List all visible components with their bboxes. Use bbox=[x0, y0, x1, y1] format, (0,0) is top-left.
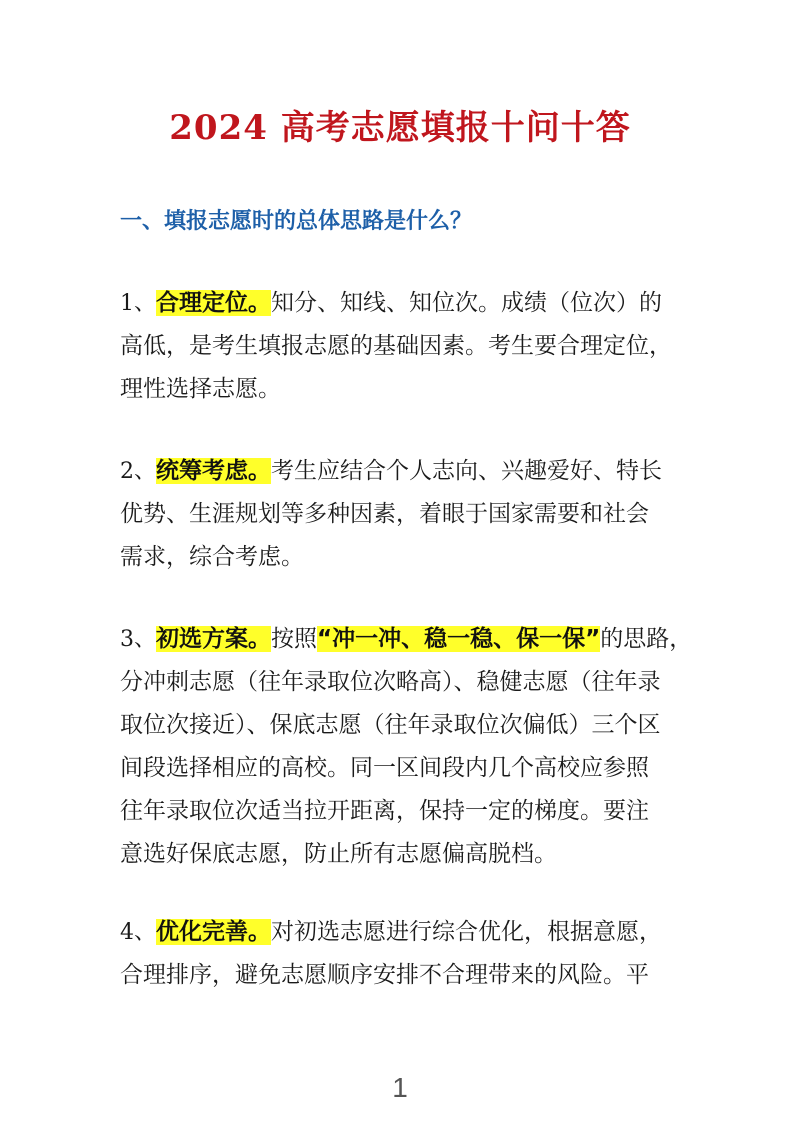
paragraph-text: 按照 bbox=[271, 626, 317, 652]
paragraph-3 bbox=[120, 618, 693, 876]
paragraph-2 bbox=[120, 450, 680, 579]
paragraph-line: 优势、生涯规划等多种因素，着眼于国家需要和社会 bbox=[120, 501, 649, 527]
paragraph-line: 理性选择志愿。 bbox=[120, 376, 281, 402]
item-number: 3、 bbox=[120, 627, 156, 652]
paragraph-line bbox=[120, 911, 680, 954]
highlighted-keyword: 初选方案。 bbox=[156, 626, 271, 652]
paragraph-line: 分冲刺志愿（往年录取位次略高）、稳健志愿（往年录 bbox=[120, 669, 661, 695]
paragraph-1 bbox=[120, 282, 680, 411]
paragraph-line bbox=[120, 282, 680, 325]
paragraph-line: 高低，是考生填报志愿的基础因素。考生要合理定位， bbox=[120, 333, 672, 359]
paragraph-text: 知分、知线、知位次。成绩（位次）的 bbox=[271, 290, 662, 316]
highlighted-phrase: “冲一冲、稳一稳、保一保” bbox=[317, 626, 601, 652]
paragraph-text: 对初选志愿进行综合优化，根据意愿， bbox=[271, 919, 662, 945]
paragraph-text: 考生应结合个人志向、兴趣爱好、特长 bbox=[271, 458, 662, 484]
paragraph-line: 需求，综合考虑。 bbox=[120, 544, 304, 570]
highlighted-keyword: 合理定位。 bbox=[156, 290, 271, 316]
item-number: 2、 bbox=[120, 459, 156, 484]
section-heading: 一、填报志愿时的总体思路是什么？ bbox=[120, 209, 473, 234]
paragraph-4 bbox=[120, 911, 680, 997]
highlighted-keyword: 优化完善。 bbox=[156, 919, 271, 945]
paragraph-line: 间段选择相应的高校。同一区间段内几个高校应参照 bbox=[120, 755, 649, 781]
paragraph-line bbox=[120, 450, 680, 493]
page-number: 1 bbox=[392, 1072, 408, 1103]
paragraph-line bbox=[120, 618, 693, 661]
paragraph-line: 合理排序，避免志愿顺序安排不合理带来的风险。平 bbox=[120, 962, 649, 988]
paragraph-text: 的思路， bbox=[600, 626, 693, 652]
paragraph-line: 往年录取位次适当拉开距离，保持一定的梯度。要注 bbox=[120, 798, 649, 824]
paragraph-line: 取位次接近）、保底志愿（往年录取位次偏低）三个区 bbox=[120, 712, 661, 738]
highlighted-keyword: 统筹考虑。 bbox=[156, 458, 271, 484]
item-number: 1、 bbox=[120, 291, 156, 316]
paragraph-line: 意选好保底志愿，防止所有志愿偏高脱档。 bbox=[120, 841, 557, 867]
document-title: 2024 高考志愿填报十问十答 bbox=[169, 108, 631, 148]
item-number: 4、 bbox=[120, 920, 156, 945]
